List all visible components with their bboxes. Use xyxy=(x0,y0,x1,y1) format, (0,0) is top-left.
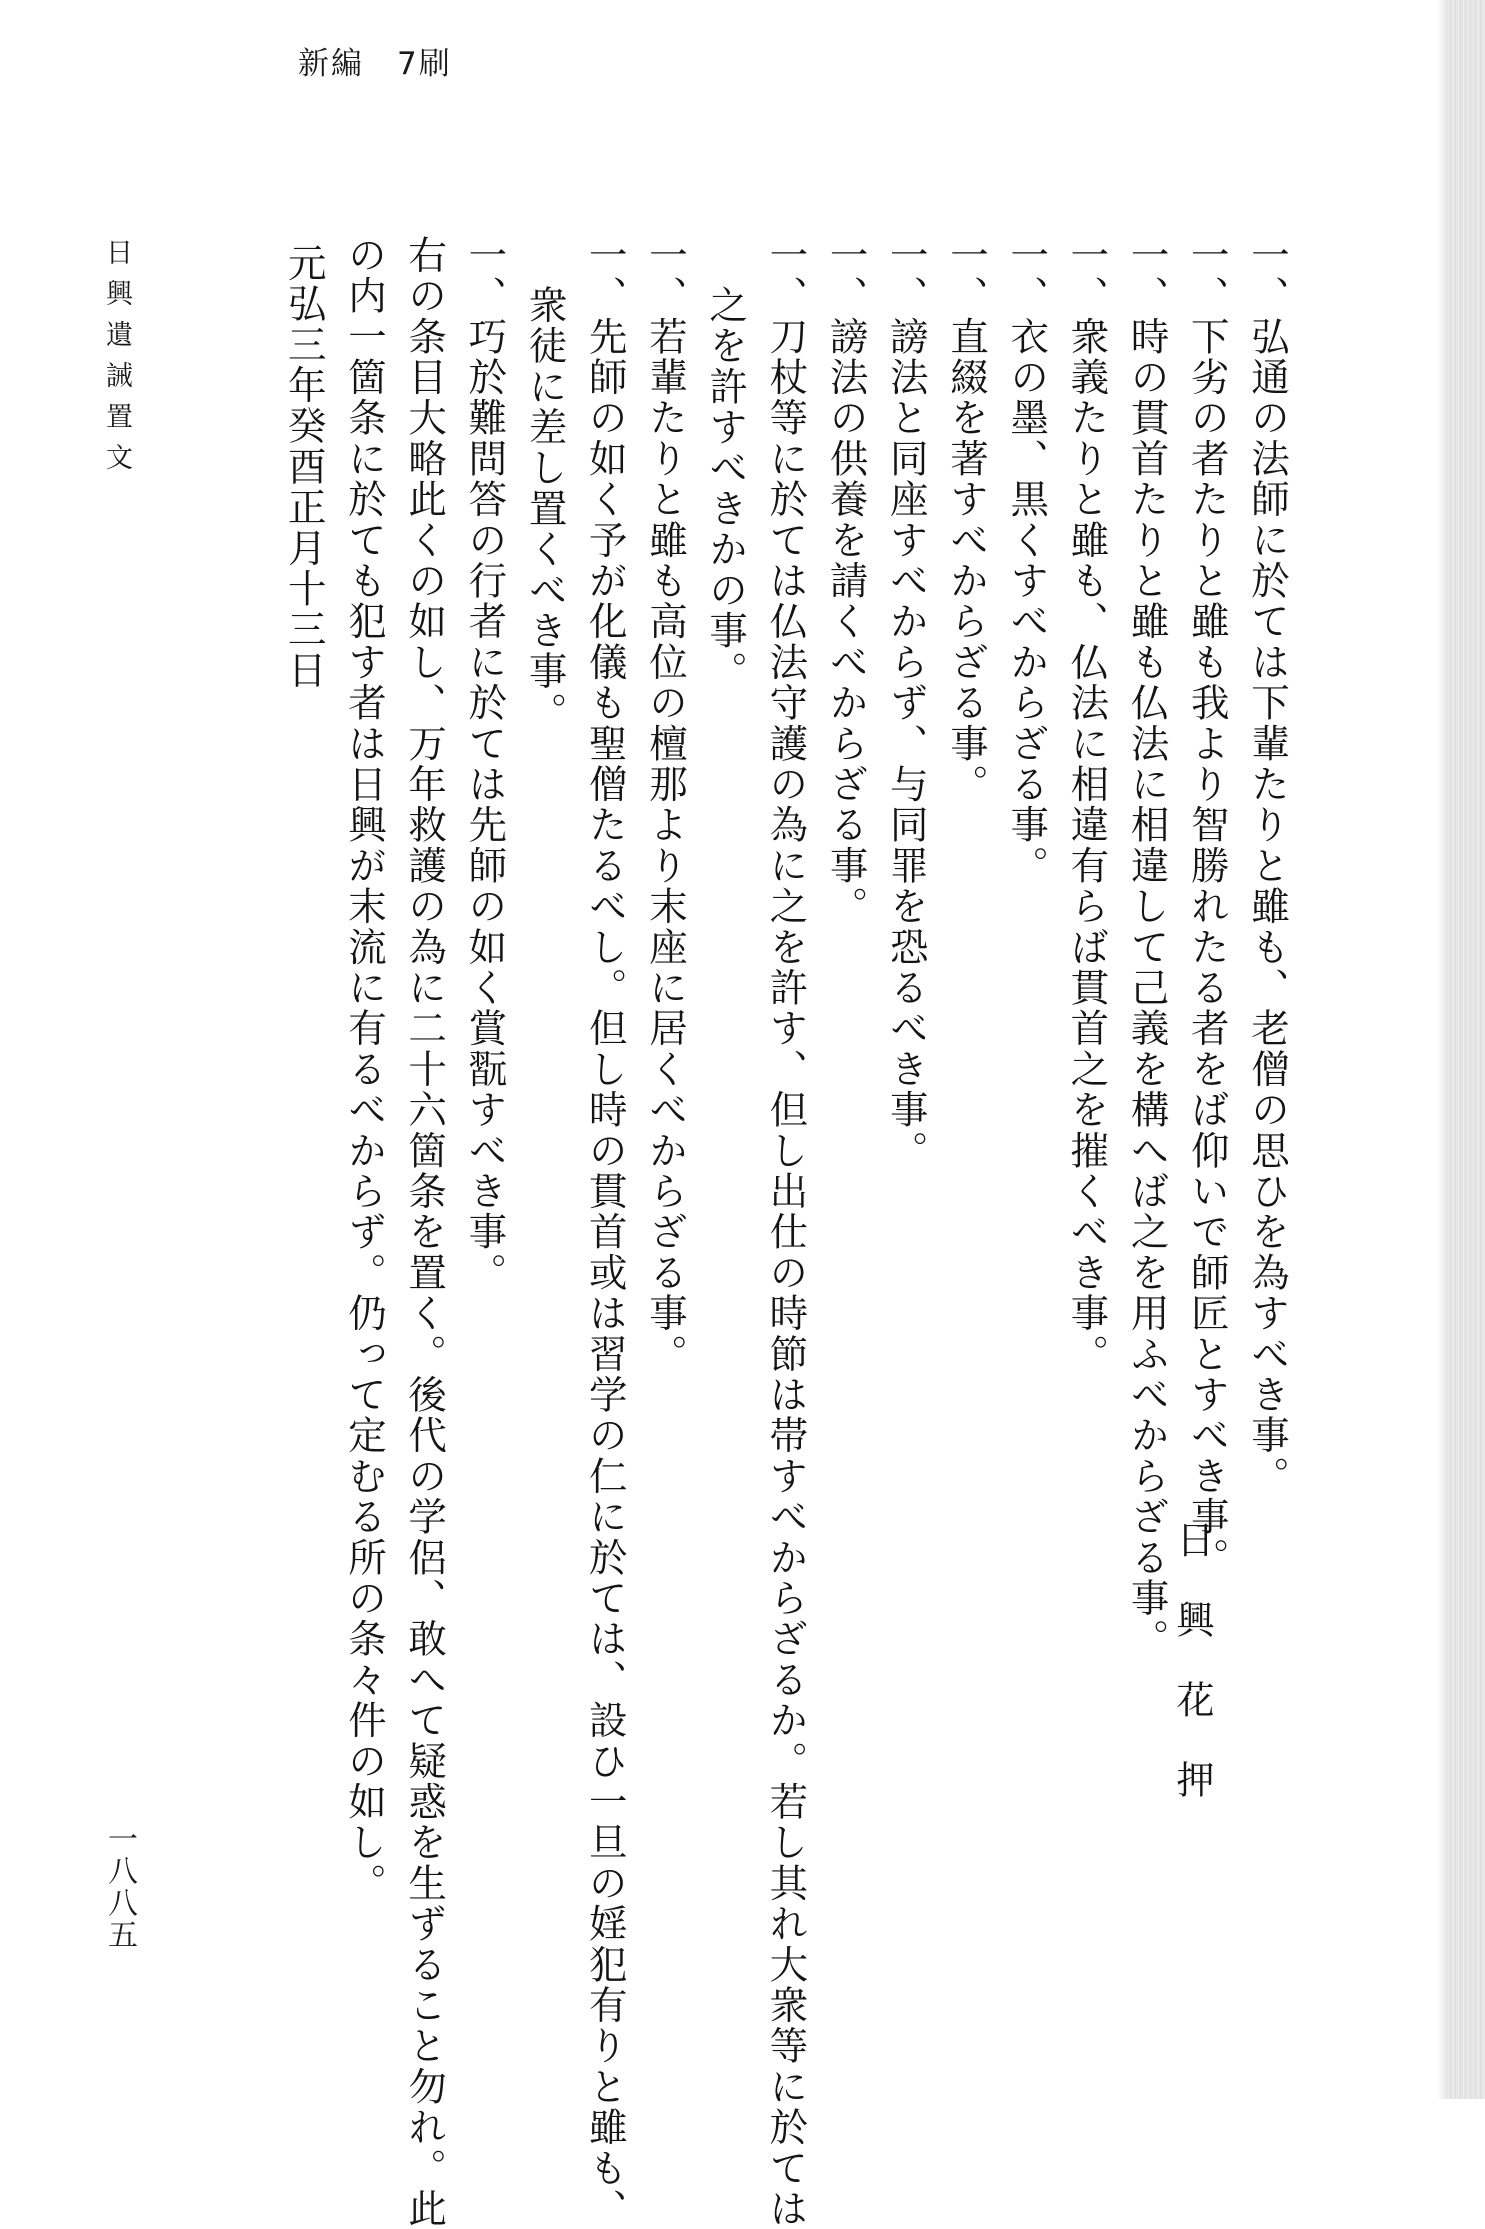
page-number: 一八八五 xyxy=(102,1823,137,1951)
side-title: 日興遺誡置文 xyxy=(101,238,132,484)
text-line-continuation: 之を許すべきかの事。 xyxy=(703,285,749,692)
main-text-block xyxy=(177,235,1297,2229)
signature-block xyxy=(1160,1520,1220,1850)
text-line: 一、弘通の法師に於ては下輩たりと雖も、老僧の思ひを為すべき事。 xyxy=(1245,235,1290,1497)
edition-header: 新編 7刷 xyxy=(298,46,452,82)
text-line: 一、先師の如く予が化儀も聖僧たるべし。但し時の貫首或は習学の仁に於ては、設ひ一旦の婬犯有りと雖も、 xyxy=(582,235,628,2229)
scan-edge xyxy=(1447,0,1485,2099)
text-line-continuation: 衆徒に差し置くべき事。 xyxy=(522,285,568,733)
text-line: 一、謗法と同座すべからず、与同罪を恐るべき事。 xyxy=(883,235,929,1172)
text-line: 一、衆義たりと雖も、仏法に相違有らば貫首之を摧くべき事。 xyxy=(1064,235,1110,1375)
text-line: 一、直綴を著すべからざる事。 xyxy=(943,235,989,805)
text-line: 一、下劣の者たりと雖も我より智勝れたる者をば仰いで師匠とすべき事。 xyxy=(1184,235,1230,1579)
text-line: 一、刀杖等に於ては仏法守護の為に之を許す、但し出仕の時節は帯すべからざるか。若し其れ大衆等に於ては xyxy=(763,235,809,2229)
closing-line: 右の条目大略此くの如し、万年救護の為に二十六箇条を置く。後代の学侶、敢へて疑惑を生ずること勿れ。此 xyxy=(402,235,448,2229)
text-line: 一、衣の墨、黒くすべからざる事。 xyxy=(1004,235,1050,887)
text-line: 一、巧於難問答の行者に於ては先師の如く賞翫すべき事。 xyxy=(462,235,508,1294)
signature-name: 日興花押 xyxy=(1170,1520,1214,1840)
closing-line: の内一箇条に於ても犯す者は日興が末流に有るべからず。仍って定むる所の条々件の如し。 xyxy=(341,235,387,1904)
text-line: 一、時の貫首たりと雖も仏法に相違して己義を構へば之を用ふべからざる事。 xyxy=(1124,235,1170,1660)
text-line: 一、若輩たりと雖も高位の檀那より末座に居くべからざる事。 xyxy=(642,235,688,1375)
date-line: 元弘三年癸酉正月十三日 xyxy=(281,243,327,691)
text-line: 一、謗法の供養を請くべからざる事。 xyxy=(823,235,869,927)
